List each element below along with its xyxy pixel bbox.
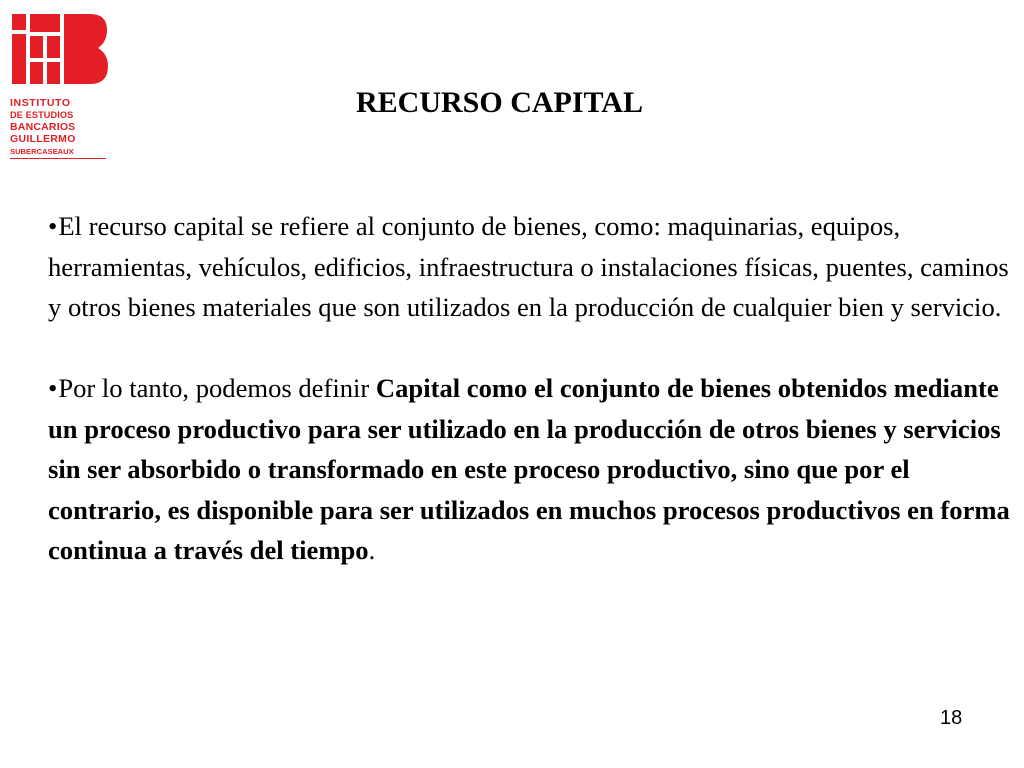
- capital-definition: Capital como el conjunto de bienes obtenidos mediante un proceso productivo para ser utilizado en la producción de otros bienes y servicios sin ser absorbido o transformado en este proceso productivo, sino que por el contrario, es disponible para ser utilizados en muchos procesos productivos en forma continua a través del tiempo: [48, 373, 1010, 565]
- bullet-paragraph-2: [48, 368, 1023, 571]
- logo-line-1: INSTITUTO: [10, 97, 71, 109]
- slide-title: RECURSO CAPITAL: [356, 86, 643, 119]
- paragraph-2-intro: Por lo tanto, podemos definir: [58, 373, 376, 403]
- logo-block: [30, 36, 43, 58]
- bullet-icon: •: [48, 211, 58, 241]
- bullet-icon: •: [48, 373, 58, 403]
- logo-line-4: GUILLERMO: [10, 133, 76, 145]
- logo-block: [12, 34, 26, 84]
- logo-block: [47, 62, 60, 84]
- logo-block: [47, 36, 60, 58]
- slide-body: [48, 206, 1023, 571]
- logo-b-shape: [64, 14, 108, 84]
- logo-line-3: BANCARIOS: [10, 121, 76, 133]
- logo-block: [12, 14, 26, 30]
- institute-logo: [10, 10, 120, 160]
- logo-line-2: DE ESTUDIOS: [10, 110, 74, 120]
- logo-block: [30, 62, 43, 84]
- paragraph-2-end: .: [368, 535, 376, 565]
- logo-line-5: SUBERCASEAUX: [10, 146, 106, 159]
- page-number: 18: [940, 707, 963, 729]
- logo-block: [30, 14, 60, 32]
- logo-wordmark: [10, 98, 120, 159]
- ieb-monogram-icon: [10, 10, 110, 88]
- paragraph-1-text: El recurso capital se refiere al conjunto de bienes, como: maquinarias, equipos, herramientas, vehículos, edificios, infraestructura o instalaciones físicas, puentes, caminos y otros bienes materiales que son utilizados en la producción de cualquier bien y servicio.: [48, 211, 1009, 322]
- bullet-paragraph-1: [48, 206, 1023, 328]
